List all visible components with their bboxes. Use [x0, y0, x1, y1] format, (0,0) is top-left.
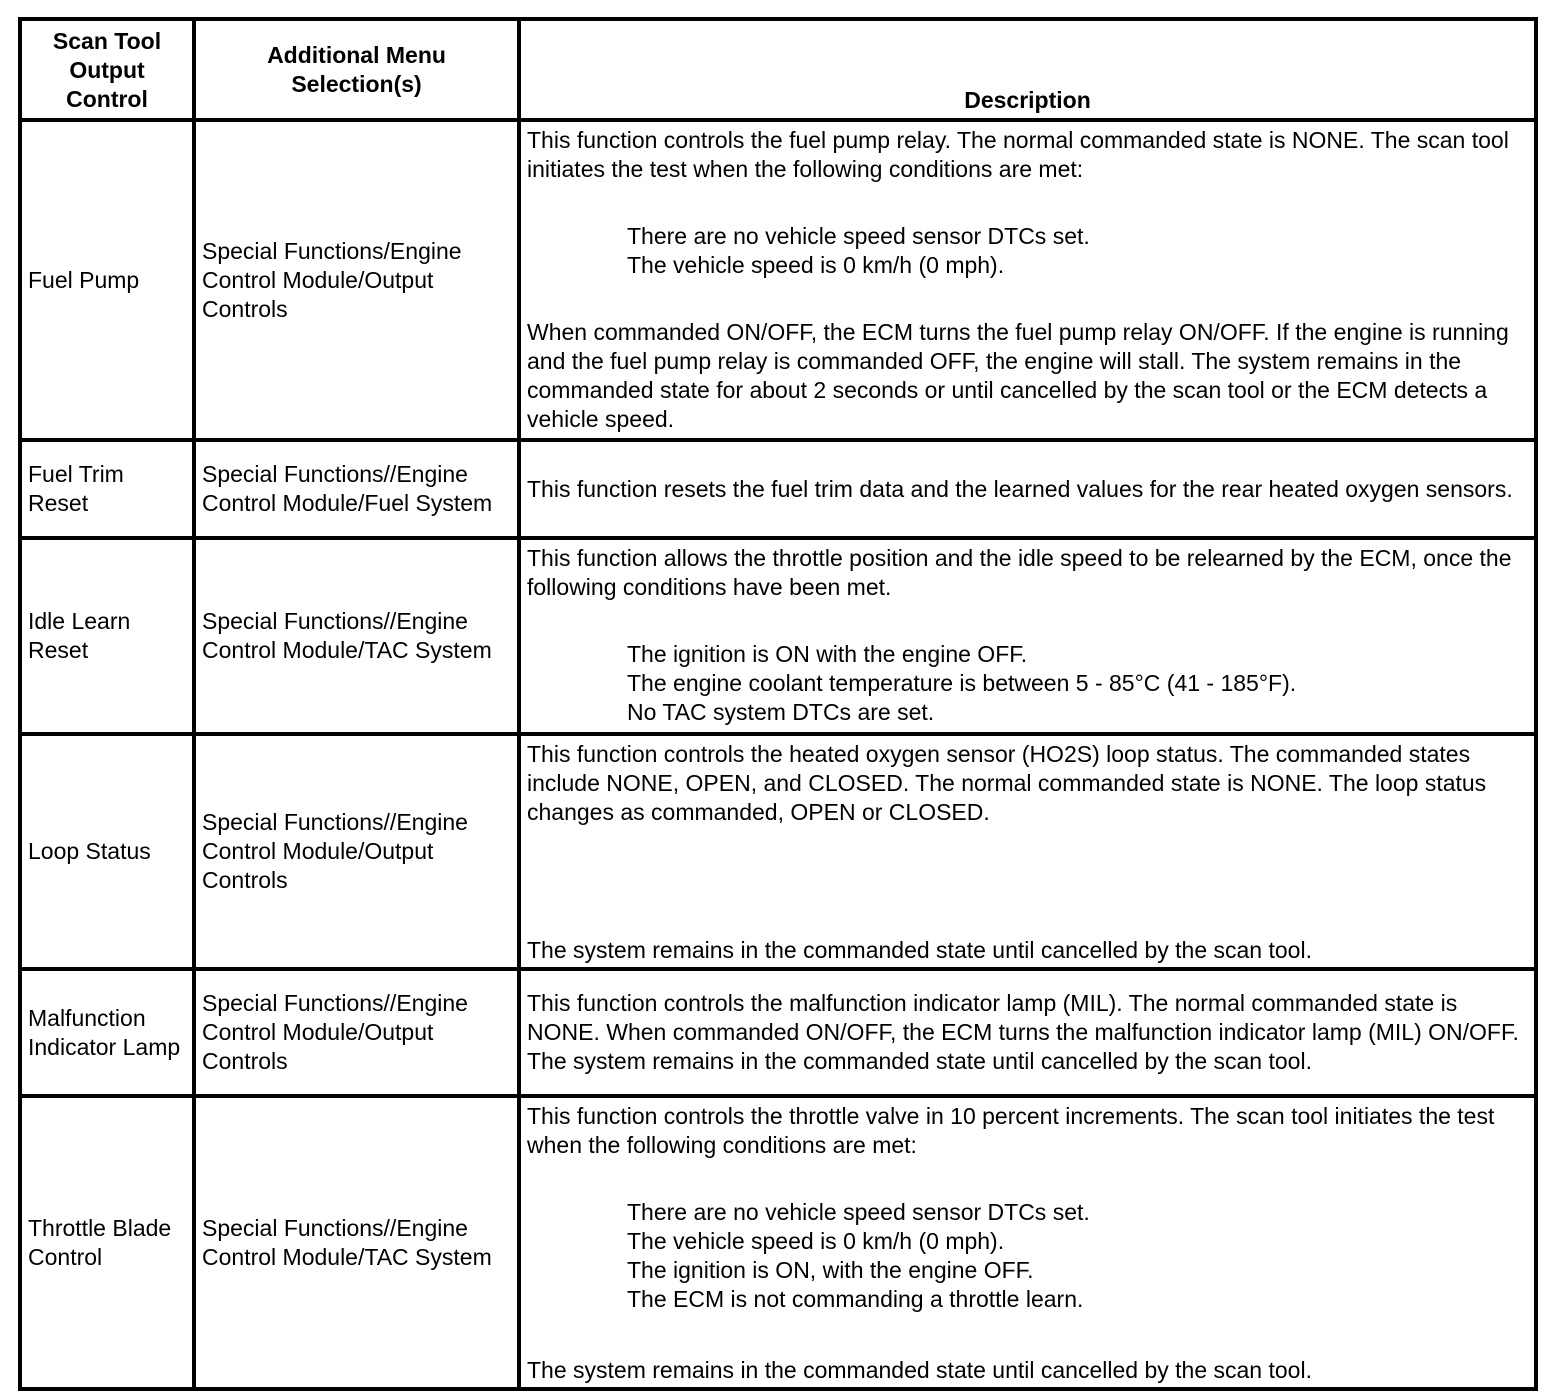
description-intro: This function controls the throttle valve in 10 percent increments. The scan tool initiates the test when the following conditions are met:: [527, 1103, 1495, 1158]
description-outro: The system remains in the commanded state until cancelled by the scan tool.: [527, 1357, 1312, 1383]
menu-cell: Special Functions//Engine Control Module/TAC System: [194, 538, 519, 734]
header-output-control: Scan Tool Output Control: [20, 19, 194, 120]
table-row-malfunction-indicator-lamp: [20, 969, 1536, 1096]
header-description: Description: [519, 19, 1536, 120]
description-cell: [519, 734, 1536, 969]
menu-cell: Special Functions//Engine Control Module/Output Controls: [194, 734, 519, 969]
menu-cell: Special Functions/Engine Control Module/Output Controls: [194, 120, 519, 440]
table-row-fuel-pump: [20, 120, 1536, 440]
description-outro: When commanded ON/OFF, the ECM turns the fuel pump relay ON/OFF. If the engine is running and the fuel pump relay is commanded OFF, the engine will stall. The system remains in the commanded state for about 2 seconds or until cancelled by the scan tool or the ECM detects a vehicle speed.: [527, 319, 1509, 432]
condition-list: [527, 640, 1528, 727]
condition-item: There are no vehicle speed sensor DTCs set.: [627, 223, 1090, 249]
condition-item: No TAC system DTCs are set.: [627, 699, 935, 725]
menu-cell: Special Functions//Engine Control Module/Output Controls: [194, 969, 519, 1096]
condition-item: The ignition is ON, with the engine OFF.: [627, 1257, 1034, 1283]
table-row-fuel-trim-reset: [20, 440, 1536, 538]
description-intro: This function allows the throttle position and the idle speed to be relearned by the ECM, once the following conditions have been met.: [527, 545, 1512, 600]
description-cell: This function controls the malfunction indicator lamp (MIL). The normal commanded state is NONE. When commanded ON/OFF, the ECM turns the malfunction indicator lamp (MIL) ON/OFF. The system remains in the commanded state until cancelled by the scan tool.: [519, 969, 1536, 1096]
output-controls-table: [18, 17, 1538, 1391]
condition-item: The vehicle speed is 0 km/h (0 mph).: [627, 1228, 1005, 1254]
condition-list: [527, 1198, 1528, 1314]
control-cell: Malfunction Indicator Lamp: [20, 969, 194, 1096]
condition-list: [527, 222, 1528, 280]
header-menu-selection: Additional Menu Selection(s): [194, 19, 519, 120]
table-row-idle-learn-reset: [20, 538, 1536, 734]
description-cell: [519, 538, 1536, 734]
description-intro: This function controls the heated oxygen sensor (HO2S) loop status. The commanded states include NONE, OPEN, and CLOSED. The normal commanded state is NONE. The loop status changes as commanded, OPEN or CLOSED.: [527, 741, 1487, 825]
description-cell: [519, 120, 1536, 440]
description-cell: This function resets the fuel trim data and the learned values for the rear heated oxygen sensors.: [519, 440, 1536, 538]
header-row: [20, 19, 1536, 120]
condition-item: The ECM is not commanding a throttle learn.: [627, 1286, 1084, 1312]
condition-item: There are no vehicle speed sensor DTCs set.: [627, 1199, 1090, 1225]
menu-cell: Special Functions//Engine Control Module/Fuel System: [194, 440, 519, 538]
condition-item: The vehicle speed is 0 km/h (0 mph).: [627, 252, 1005, 278]
description-cell: [519, 1096, 1536, 1389]
description-intro: This function controls the fuel pump relay. The normal commanded state is NONE. The scan tool initiates the test when the following conditions are met:: [527, 127, 1509, 182]
menu-cell: Special Functions//Engine Control Module/TAC System: [194, 1096, 519, 1389]
control-cell: Fuel Pump: [20, 120, 194, 440]
control-cell: Loop Status: [20, 734, 194, 969]
condition-item: The engine coolant temperature is between 5 - 85°C (41 - 185°F).: [627, 670, 1297, 696]
control-cell: Fuel Trim Reset: [20, 440, 194, 538]
table-row-loop-status: [20, 734, 1536, 969]
condition-item: The ignition is ON with the engine OFF.: [627, 641, 1028, 667]
table-row-throttle-blade-control: [20, 1096, 1536, 1389]
description-outro: The system remains in the commanded state until cancelled by the scan tool.: [527, 937, 1312, 963]
control-cell: Idle Learn Reset: [20, 538, 194, 734]
control-cell: Throttle Blade Control: [20, 1096, 194, 1389]
